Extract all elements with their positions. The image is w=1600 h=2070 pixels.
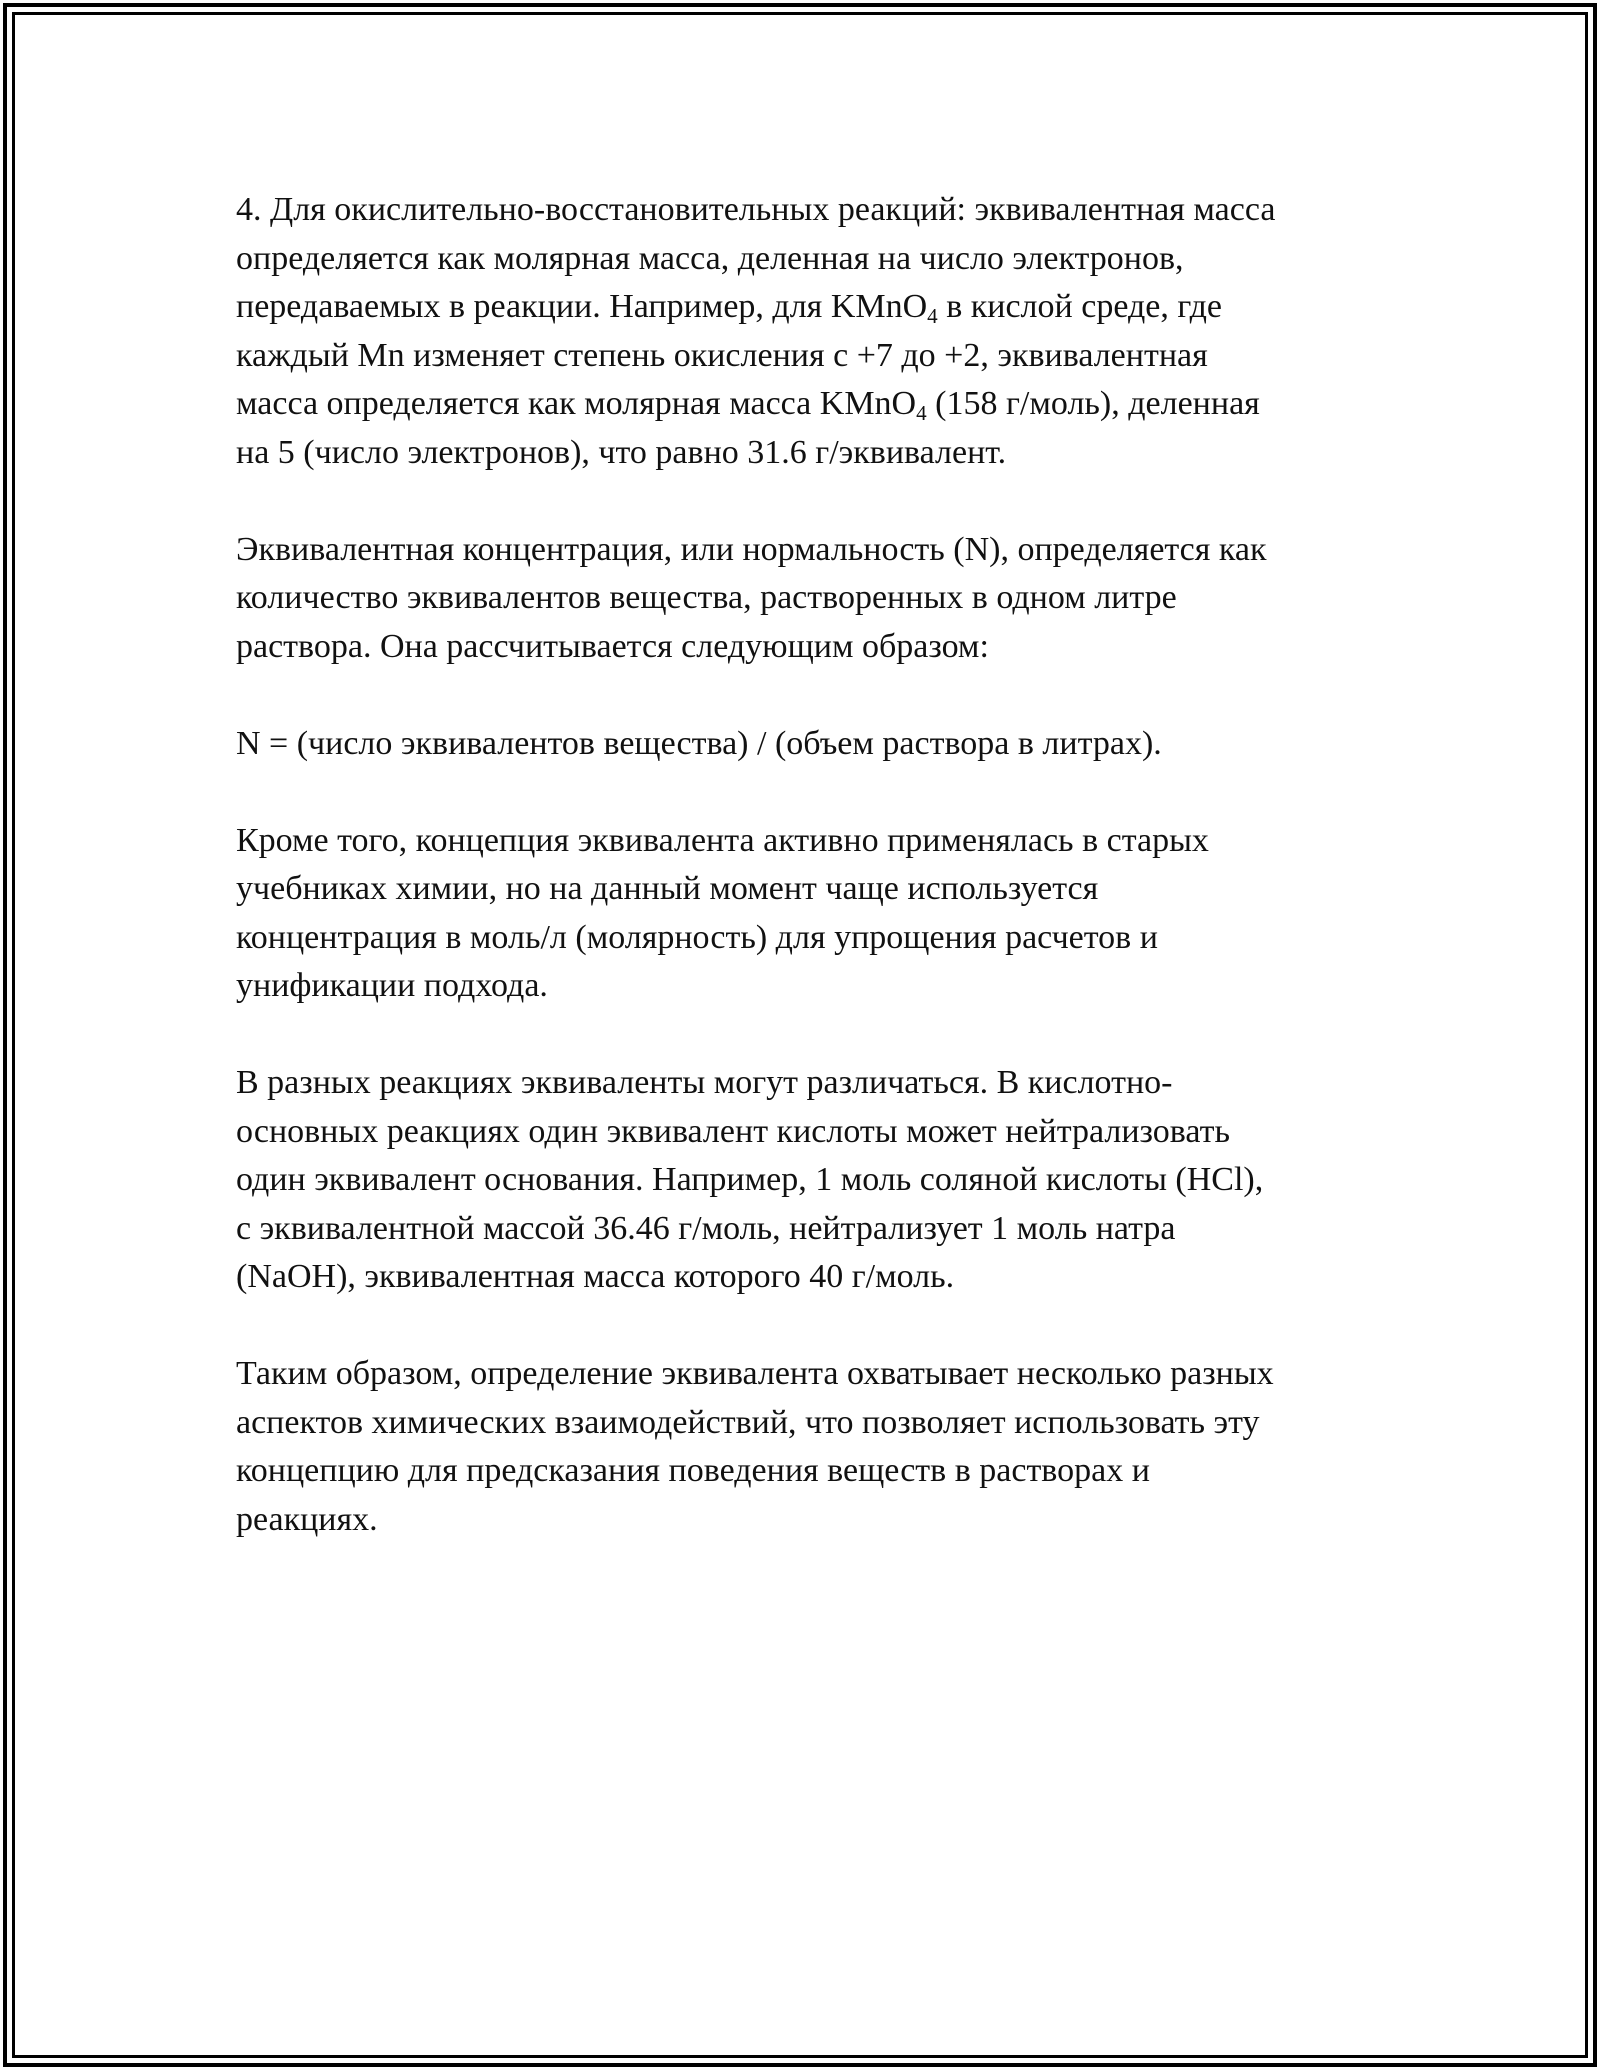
- text-line: концентрация в моль/л (молярность) для упрощения расчетов и: [236, 918, 1158, 956]
- text-line: на 5 (число электронов), что равно 31.6 г/эквивалент.: [236, 433, 1007, 471]
- text-line: каждый Mn изменяет степень окисления с +7 до +2, эквивалентная: [236, 336, 1208, 374]
- text-fragment: передаваемых в реакции. Например, для KMnO: [236, 288, 928, 325]
- text-line: Кроме того, концепция эквивалента активно применялась в старых: [236, 821, 1209, 859]
- paragraph-acid-base: [236, 1059, 1366, 1302]
- text-line: Эквивалентная концентрация, или нормальность (N), определяется как: [236, 530, 1267, 568]
- text-line: аспектов химических взаимодействий, что позволяет использовать эту: [236, 1403, 1260, 1441]
- text-fragment: масса определяется как молярная масса KMnO: [236, 385, 917, 422]
- paragraph-normality: [236, 526, 1366, 672]
- paragraph-history: [236, 817, 1366, 1011]
- text-fragment: в кислой среде, где: [937, 288, 1222, 325]
- paragraph-conclusion: [236, 1350, 1366, 1544]
- text-line: учебниках химии, но на данный момент чаще используется: [236, 870, 1099, 907]
- text-line: концепцию для предсказания поведения веществ в растворах и: [236, 1452, 1150, 1489]
- document-body: [236, 186, 1366, 1593]
- text-line: с эквивалентной массой 36.46 г/моль, нейтрализует 1 моль натра: [236, 1209, 1176, 1247]
- text-line: раствора. Она рассчитывается следующим образом:: [236, 627, 989, 665]
- text-line: определяется как молярная масса, деленная на число электронов,: [236, 239, 1184, 277]
- text-line: (NaOH), эквивалентная масса которого 40 г/моль.: [236, 1258, 955, 1295]
- text-line: основных реакциях один эквивалент кислоты может нейтрализовать: [236, 1112, 1230, 1150]
- subscript: 4: [916, 400, 927, 425]
- paragraph-formula: [236, 720, 1366, 769]
- text-line: реакциях.: [236, 1500, 378, 1538]
- text-line: унификации подхода.: [236, 967, 548, 1004]
- text-line: [236, 380, 1366, 429]
- text-line: [236, 283, 1366, 332]
- paragraph-redox-equivalent: [236, 186, 1366, 477]
- text-fragment: (158 г/моль), деленная: [926, 385, 1260, 422]
- text-line: N = (число эквивалентов вещества) / (объем раствора в литрах).: [236, 724, 1162, 762]
- text-line: Таким образом, определение эквивалента охватывает несколько разных: [236, 1355, 1274, 1392]
- text-line: В разных реакциях эквиваленты могут различаться. В кислотно-: [236, 1064, 1173, 1101]
- text-line: 4. Для окислительно-восстановительных реакций: эквивалентная масса: [236, 191, 1276, 228]
- text-line: один эквивалент основания. Например, 1 моль соляной кислоты (HCl),: [236, 1161, 1264, 1198]
- text-line: количество эквивалентов вещества, растворенных в одном литре: [236, 579, 1177, 616]
- subscript: 4: [927, 303, 938, 328]
